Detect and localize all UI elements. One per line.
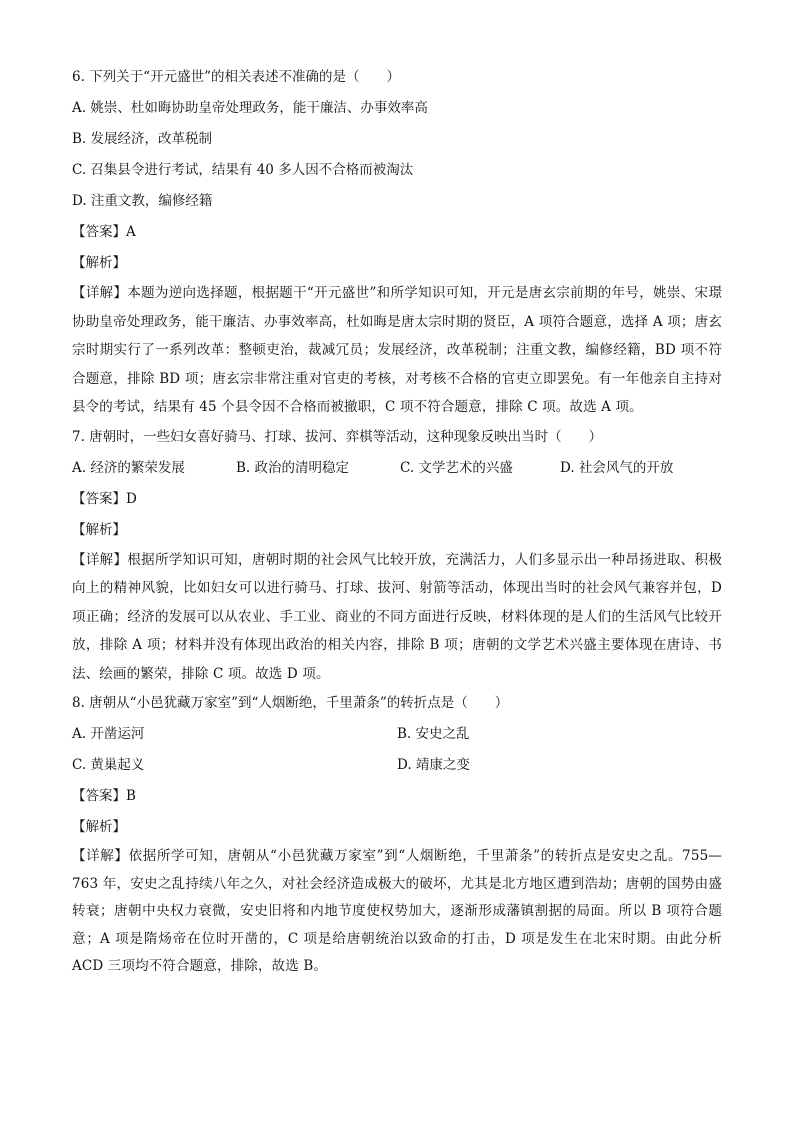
question-8-options-row-2: [72, 750, 722, 781]
question-8-analysis-label: 【解析】: [72, 819, 126, 835]
question-6-answer: 【答案】A: [72, 224, 136, 240]
question-7-answer: 【答案】D: [72, 490, 137, 507]
question-6-option-b: B. 发展经济，改革税制: [72, 131, 213, 147]
question-6-analysis-label: 【解析】: [72, 255, 126, 271]
question-7-option-b: B. 政治的清明稳定: [236, 459, 350, 476]
question-8-option-d: D. 靖康之变: [397, 757, 470, 773]
question-8-detail: 【详解】依据所学可知，唐朝从“小邑犹藏万家室”到“人烟断绝，千里萧条”的转折点是安史之乱。755—763 年，安史之乱持续八年之久，对社会经济造成极大的破坏，尤其是北方地区遭到浩劫；唐朝的国势由盛转衰；唐朝中央权力衰微，安史旧将和内地节度使权势加大，逐渐形成藩镇割据的局面。所以 B 项符合题意；A 项是隋炀帝在位时开凿的，C 项是给唐朝统治以致命的打击，D 项是发生在北宋时期。由此分析 ACD 三项均不符合题意，排除，故选 B。: [72, 848, 722, 974]
question-7-analysis-label: 【解析】: [72, 521, 126, 538]
question-8-answer: 【答案】B: [72, 788, 136, 804]
question-7-options: [72, 453, 722, 484]
question-6-stem: 6. 下列关于“开元盛世”的相关表述不准确的是（ ）: [72, 69, 400, 85]
question-7-option-d: D. 社会风气的开放: [560, 459, 674, 476]
question-8-option-a: A. 开凿运河: [72, 726, 145, 742]
question-7-stem: 7. 唐朝时，一些妇女喜好骑马、打球、拔河、弈棋等活动，这种现象反映出当时（ ）: [72, 428, 603, 445]
question-7-detail: 【详解】根据所学知识可知，唐朝时期的社会风气比较开放，充满活力，人们多显示出一种昂扬进取、积极向上的精神风貌，比如妇女可以进行骑马、打球、拔河、射箭等活动，体现出当时的社会风气兼容并包，D 项正确；经济的发展可以从农业、手工业、商业的不同方面进行反映，材料体现的是人们的生活风气比较开放，排除 A 项；材料并没有体现出政治的相关内容，排除 B 项；唐朝的文学艺术兴盛主要体现在唐诗、书法、绘画的繁荣，排除 C 项。故选 D 项。: [72, 551, 722, 682]
question-7-option-a: A. 经济的繁荣发展: [72, 459, 185, 476]
question-6-option-d: D. 注重文教，编修经籍: [72, 193, 213, 209]
question-8-option-b: B. 安史之乱: [397, 726, 470, 742]
question-7-option-c: C. 文学艺术的兴盛: [400, 459, 513, 476]
question-6-option-c: C. 召集县令进行考试，结果有 40 多人因不合格而被淘汰: [72, 162, 414, 178]
question-6-option-a: A. 姚崇、杜如晦协助皇帝处理政务，能干廉洁、办事效率高: [72, 100, 428, 116]
document-page: [72, 62, 722, 981]
question-6-detail: 【详解】本题为逆向选择题，根据题干“开元盛世”和所学知识可知，开元是唐玄宗前期的年号，姚崇、宋璟协助皇帝处理政务，能干廉洁、办事效率高，杜如晦是唐太宗时期的贤臣，A 项符合题意，选择 A 项；唐玄宗时期实行了一系列改革：整顿吏治，裁减冗员；发展经济，改革税制；注重文教，编修经籍，BD 项不符合题意，排除 BD 项；唐玄宗非常注重对官吏的考核，对考核不合格的官吏立即罢免。有一年他亲自主持对县令的考试，结果有 45 个县令因不合格而被撤职，C 项不符合题意，排除 C 项。故选 A 项。: [72, 285, 722, 415]
question-8-option-c: C. 黄巢起义: [72, 757, 145, 773]
question-8-options-row-1: [72, 719, 722, 750]
question-8-stem: 8. 唐朝从“小邑犹藏万家室”到“人烟断绝，千里萧条”的转折点是（ ）: [72, 695, 509, 711]
